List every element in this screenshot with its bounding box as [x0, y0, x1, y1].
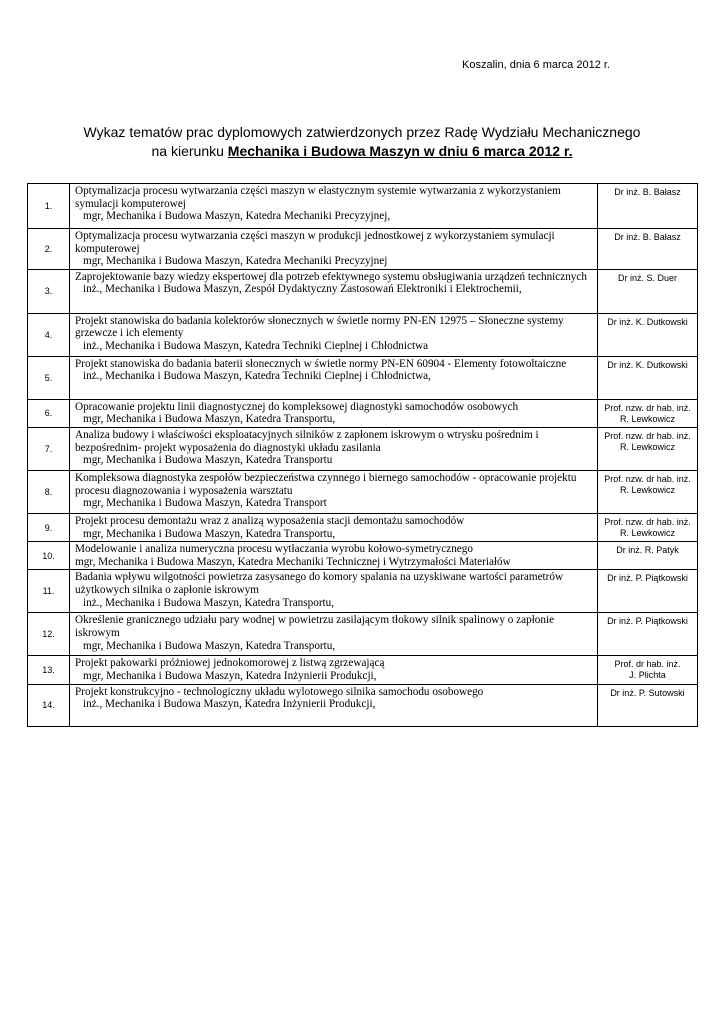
topic-title: Badania wpływu wilgotności powietrza zasysanego do komory spalania na uzyskiwane wartości parametrów użytkowych silnika o zapłonie iskrowym: [75, 571, 564, 596]
row-number: 12.: [28, 613, 70, 656]
supervisor-name: R. Lewkowicz: [619, 413, 675, 424]
topic-degree-department: inż., Mechanika i Budowa Maszyn, Katedra Techniki Cieplnej i Chłodnictwa,: [83, 370, 431, 383]
supervisor-cell: [598, 356, 698, 399]
title-line-2: [0, 142, 724, 161]
row-number: 13.: [28, 656, 70, 684]
supervisor-title: Dr inż. R. Patyk: [616, 545, 679, 556]
supervisor-title: Prof. nzw. dr hab. inż.: [604, 473, 691, 484]
supervisor-title: Prof. dr hab. inż.: [614, 659, 681, 670]
topic-title: Projekt konstrukcyjno - technologiczny układu wylotowego silnika samochodu osobowego: [75, 685, 484, 698]
page-title: [0, 123, 724, 161]
table-row: [28, 313, 698, 356]
row-number: 10.: [28, 542, 70, 570]
supervisor-cell: [598, 269, 698, 313]
topic-cell: [70, 656, 598, 684]
supervisor-name: R. Lewkowicz: [619, 527, 675, 538]
table-row: [28, 470, 698, 513]
topic-degree-department: mgr, Mechanika i Budowa Maszyn, Katedra Transportu,: [83, 527, 336, 540]
topic-degree-department: mgr, Mechanika i Budowa Maszyn, Katedra Inżynierii Produkcji,: [83, 669, 377, 682]
supervisor-title: Dr inż. P. Piątkowski: [607, 573, 688, 584]
topic-degree-department: mgr, Mechanika i Budowa Maszyn, Katedra Mechaniki Precyzyjnej,: [83, 210, 391, 223]
topic-title: Analiza budowy i właściwości eksploatacyjnych silników z zapłonem iskrowym o wtrysku pośrednim i bezpośrednim- projekt wyposażenia do diagnostyki układu zasilania: [75, 428, 539, 454]
supervisor-title: Prof. nzw. dr hab. inż.: [604, 430, 691, 441]
table-row: [28, 356, 698, 399]
topic-cell: [70, 613, 598, 656]
topics-table: [27, 183, 698, 727]
topic-degree-department: mgr, Mechanika i Budowa Maszyn, Katedra Transportu: [83, 454, 333, 467]
topic-cell: [70, 427, 598, 470]
supervisor-title: Dr inż. K. Dutkowski: [607, 359, 688, 370]
table-row: [28, 269, 698, 313]
table-row: [28, 427, 698, 470]
topic-degree-department: mgr, Mechanika i Budowa Maszyn, Katedra Mechaniki Precyzyjnej: [83, 255, 388, 268]
row-number: 4.: [28, 313, 70, 356]
supervisor-cell: [598, 613, 698, 656]
table-row: [28, 656, 698, 684]
supervisor-cell: [598, 313, 698, 356]
table-row: [28, 229, 698, 270]
supervisor-cell: [598, 513, 698, 541]
row-number: 1.: [28, 184, 70, 229]
table-row: [28, 570, 698, 613]
supervisor-title: Dr inż. B. Bałasz: [614, 232, 681, 242]
topic-cell: [70, 229, 598, 270]
supervisor-cell: [598, 570, 698, 613]
table-row: [28, 613, 698, 656]
topic-title: Projekt pakowarki próżniowej jednokomorowej z listwą zgrzewającą: [75, 657, 385, 670]
row-number: 5.: [28, 356, 70, 399]
supervisor-title: Dr inż. K. Dutkowski: [607, 316, 688, 327]
topic-degree-department: mgr, Mechanika i Budowa Maszyn, Katedra Transport: [83, 497, 327, 510]
supervisor-name: J. Plichta: [629, 670, 666, 681]
topic-title: Opracowanie projektu linii diagnostycznej do kompleksowej diagnostyki samochodów osobowych: [75, 400, 519, 413]
topics-table-body: [28, 184, 698, 727]
row-number: 6.: [28, 399, 70, 427]
supervisor-cell: [598, 542, 698, 570]
topic-cell: [70, 684, 598, 726]
topic-title: Zaprojektowanie bazy wiedzy ekspertowej dla potrzeb efektywnego systemu obsługiwania urządzeń technicznych: [75, 270, 587, 283]
supervisor-cell: [598, 427, 698, 470]
topic-degree-department: inż., Mechanika i Budowa Maszyn, Zespół Dydaktyczny Zastosowań Elektroniki i Elektrochemii,: [83, 283, 522, 296]
topic-degree-department: inż., Mechanika i Budowa Maszyn, Katedra Transportu,: [83, 596, 335, 609]
supervisor-name: R. Lewkowicz: [619, 484, 675, 495]
row-number: 2.: [28, 229, 70, 270]
supervisor-title: Dr inż. S. Duer: [617, 272, 677, 283]
topic-degree-department: mgr, Mechanika i Budowa Maszyn, Katedra Transportu,: [83, 639, 336, 652]
supervisor-title: Prof. nzw. dr hab. inż.: [604, 402, 691, 413]
supervisor-title: Dr inż. B. Bałasz: [614, 187, 681, 197]
topic-degree-department: mgr, Mechanika i Budowa Maszyn, Katedra Mechaniki Technicznej i Wytrzymałości Materiałów: [75, 555, 511, 568]
supervisor-cell: [598, 684, 698, 726]
topic-title: Projekt procesu demontażu wraz z analizą wyposażenia stacji demontażu samochodów: [75, 514, 465, 527]
place-date: Koszalin, dnia 6 marca 2012 r.: [462, 59, 610, 71]
table-row: [28, 399, 698, 427]
table-row: [28, 684, 698, 726]
row-number: 8.: [28, 470, 70, 513]
title-line-2-bold: Mechanika i Budowa Maszyn w dniu 6 marca 2012 r.: [227, 143, 573, 159]
supervisor-title: Dr inż. P. Piątkowski: [607, 616, 688, 627]
supervisor-cell: [598, 184, 698, 229]
topic-title: Określenie granicznego udziału pary wodnej w powietrzu zasilającym tłokowy silnik spalinowy o zapłonie iskrowym: [75, 614, 555, 639]
topic-cell: [70, 356, 598, 399]
table-row: [28, 184, 698, 229]
row-number: 3.: [28, 269, 70, 313]
topic-title: Optymalizacja procesu wytwarzania części maszyn w produkcji jednostkowej z wykorzystaniem symulacji komputerowej: [75, 230, 555, 255]
supervisor-title: Prof. nzw. dr hab. inż.: [604, 516, 691, 527]
title-line-1: Wykaz tematów prac dyplomowych zatwierdzonych przez Radę Wydziału Mechanicznego: [83, 124, 641, 140]
topic-cell: [70, 542, 598, 570]
topic-degree-department: inż., Mechanika i Budowa Maszyn, Katedra Inżynierii Produkcji,: [83, 698, 376, 711]
supervisor-title: Dr inż. P. Sutowski: [610, 687, 685, 698]
topic-degree-department: mgr, Mechanika i Budowa Maszyn, Katedra Transportu,: [83, 413, 336, 426]
supervisor-cell: [598, 399, 698, 427]
row-number: 14.: [28, 684, 70, 726]
title-line-2-prefix: na kierunku: [151, 143, 228, 159]
topic-cell: [70, 470, 598, 513]
row-number: 11.: [28, 570, 70, 613]
topic-title: Projekt stanowiska do badania baterii słonecznych w świetle normy PN-EN 60904 - Elementy fotowoltaiczne: [75, 357, 567, 370]
topic-cell: [70, 269, 598, 313]
topic-cell: [70, 570, 598, 613]
topic-cell: [70, 513, 598, 541]
supervisor-cell: [598, 656, 698, 684]
topic-degree-department: inż., Mechanika i Budowa Maszyn, Katedra Techniki Cieplnej i Chłodnictwa: [83, 339, 429, 352]
topic-cell: [70, 399, 598, 427]
topic-title: Optymalizacja procesu wytwarzania części maszyn w elastycznym systemie wytwarzania z wykorzystaniem symulacji komputerowej: [75, 185, 561, 210]
row-number: 7.: [28, 427, 70, 470]
supervisor-cell: [598, 229, 698, 270]
supervisor-cell: [598, 470, 698, 513]
supervisor-name: R. Lewkowicz: [619, 441, 675, 452]
topic-title: Modelowanie i analiza numeryczna procesu wytłaczania wyrobu kołowo-symetrycznego: [75, 543, 473, 556]
table-row: [28, 513, 698, 541]
topic-cell: [70, 184, 598, 229]
topic-cell: [70, 313, 598, 356]
topic-title: Kompleksowa diagnostyka zespołów bezpieczeństwa czynnego i biernego samochodów - opracowanie projektu procesu diagnozowania i wyposażenia warsztatu: [75, 471, 577, 497]
table-row: [28, 542, 698, 570]
row-number: 9.: [28, 513, 70, 541]
topic-title: Projekt stanowiska do badania kolektorów słonecznych w świetle normy PN-EN 12975 – Słoneczne systemy grzewcze i ich elementy: [75, 314, 564, 340]
